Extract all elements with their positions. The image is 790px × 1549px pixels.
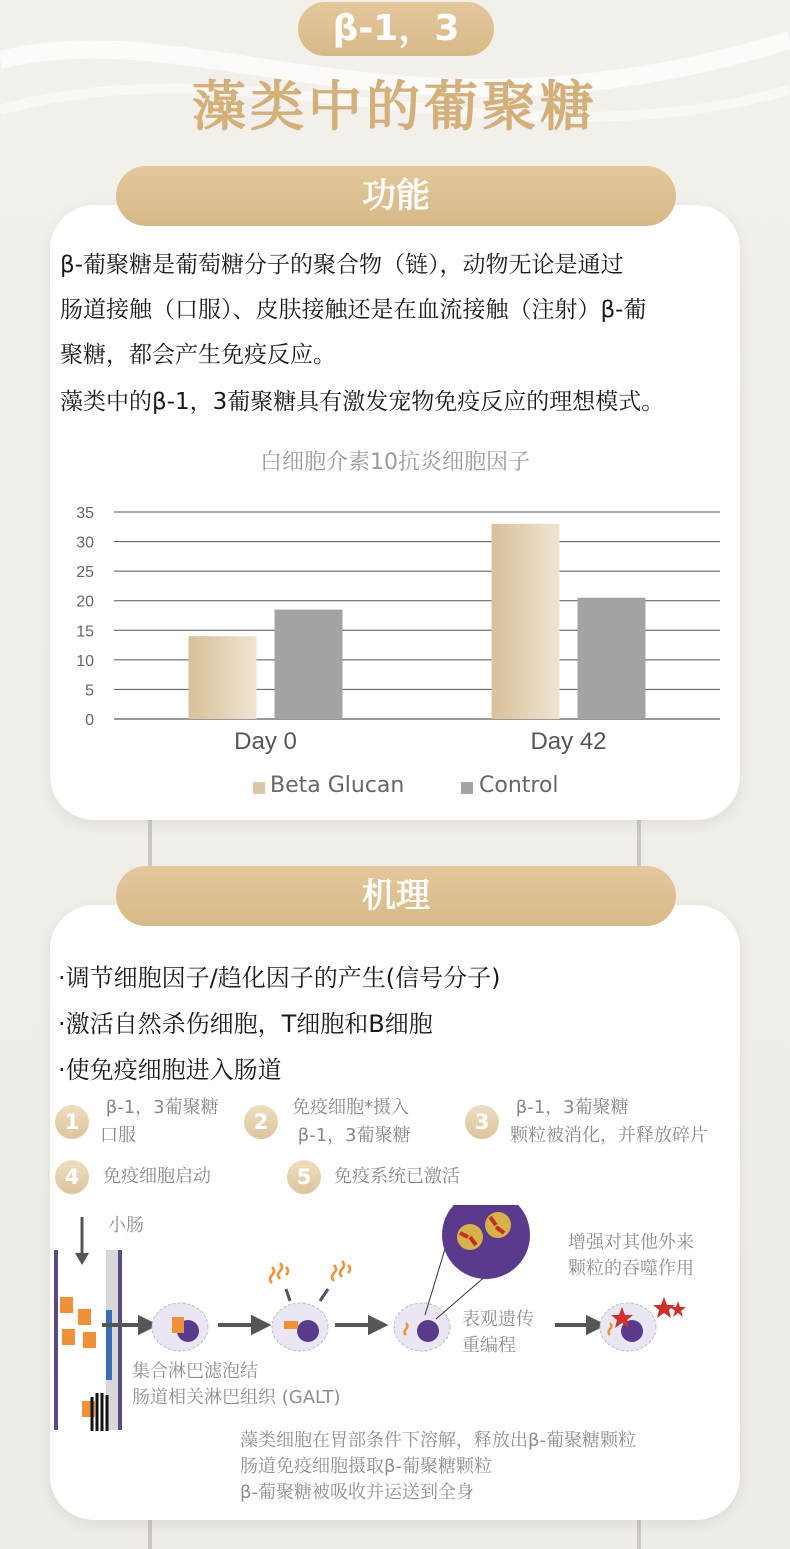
function-section-label: 功能 bbox=[116, 166, 676, 226]
legend-swatch-beta bbox=[253, 782, 265, 794]
y-tick-label: 35 bbox=[76, 505, 94, 522]
bar-beta-glucan bbox=[189, 636, 257, 719]
x-tick-label: Day 42 bbox=[530, 728, 607, 755]
particle bbox=[60, 1297, 73, 1313]
y-tick-label: 20 bbox=[76, 593, 94, 611]
bar-chart bbox=[50, 495, 740, 765]
step-3-text: β-1，3葡聚糖 颗粒被消化，并释放碎片 bbox=[510, 1097, 708, 1146]
step-1-number: 1 bbox=[55, 1105, 89, 1139]
immune-cell-4 bbox=[600, 1297, 686, 1351]
y-tick-label: 10 bbox=[76, 652, 94, 670]
particle bbox=[62, 1329, 75, 1345]
page-title: 藻类中的葡聚糖 bbox=[192, 75, 598, 138]
legend-swatch-control bbox=[461, 782, 473, 794]
bar-beta-glucan bbox=[492, 524, 560, 719]
galt-label: 集合淋巴滤泡结 肠道相关淋巴组织 (GALT) bbox=[132, 1361, 341, 1408]
diagram-footer-text: 藻类细胞在胃部条件下溶解，释放出β-葡聚糖颗粒 肠道免疫细胞摄取β-葡聚糖颗粒 β-葡聚糖被吸收并运送到全身 bbox=[240, 1430, 636, 1503]
step-2-number: 2 bbox=[244, 1105, 278, 1139]
x-tick-label: Day 0 bbox=[234, 728, 297, 755]
enhance-label: 增强对其他外来 颗粒的吞噬作用 bbox=[568, 1232, 694, 1279]
function-line-2: 肠道接触（口服）、皮肤接触还是在血流接触（注射）β-葡 bbox=[60, 297, 647, 323]
particle bbox=[78, 1309, 91, 1325]
y-tick-label: 25 bbox=[76, 564, 94, 582]
bar-control bbox=[275, 610, 343, 719]
intestine-blue-band bbox=[106, 1310, 112, 1380]
step-4-number: 4 bbox=[55, 1160, 89, 1194]
down-arrow-head bbox=[75, 1253, 89, 1265]
immune-cell-1 bbox=[152, 1303, 208, 1351]
step-5-text: 免疫系统已激活 bbox=[334, 1166, 460, 1187]
mechanism-bullet-1: ·调节细胞因子/趋化因子的产生(信号分子) bbox=[58, 964, 501, 992]
chart-title: 白细胞介素10抗炎细胞因子 bbox=[260, 450, 530, 475]
bar-control bbox=[578, 598, 646, 719]
immune-cell-2 bbox=[270, 1261, 350, 1351]
zoom-nucleus bbox=[442, 1205, 530, 1279]
y-tick-label: 30 bbox=[76, 534, 94, 552]
header-badge: β-1，3 bbox=[298, 2, 494, 56]
y-tick-label: 15 bbox=[76, 623, 94, 641]
particle bbox=[83, 1332, 96, 1348]
legend-label-beta: Beta Glucan bbox=[270, 773, 405, 798]
legend-label-control: Control bbox=[479, 773, 559, 798]
step-5-number: 5 bbox=[287, 1160, 321, 1194]
step-3-number: 3 bbox=[465, 1105, 499, 1139]
step-2-text: 免疫细胞*摄入 β-1，3葡聚糖 bbox=[292, 1097, 411, 1146]
y-tick-label: 0 bbox=[85, 712, 94, 729]
epigenetic-label: 表观遗传 重编程 bbox=[462, 1309, 534, 1356]
mechanism-section-label: 机理 bbox=[116, 866, 676, 926]
function-line-1: β-葡聚糖是葡萄糖分子的聚合物（链），动物无论是通过 bbox=[60, 252, 624, 278]
mechanism-bullet-3: ·使免疫细胞进入肠道 bbox=[58, 1056, 282, 1084]
intestine-label: 小肠 bbox=[108, 1215, 144, 1236]
mechanism-bullet-2: ·激活自然杀伤细胞，T细胞和B细胞 bbox=[58, 1010, 433, 1038]
function-line-4: 藻类中的β-1，3葡聚糖具有激发宠物免疫反应的理想模式。 bbox=[60, 389, 665, 415]
function-line-3: 聚糖，都会产生免疫反应。 bbox=[60, 342, 336, 368]
step-1-text: β-1，3葡聚糖 口服 bbox=[100, 1097, 219, 1146]
y-tick-label: 5 bbox=[85, 682, 94, 700]
step-4-text: 免疫细胞启动 bbox=[103, 1166, 211, 1187]
